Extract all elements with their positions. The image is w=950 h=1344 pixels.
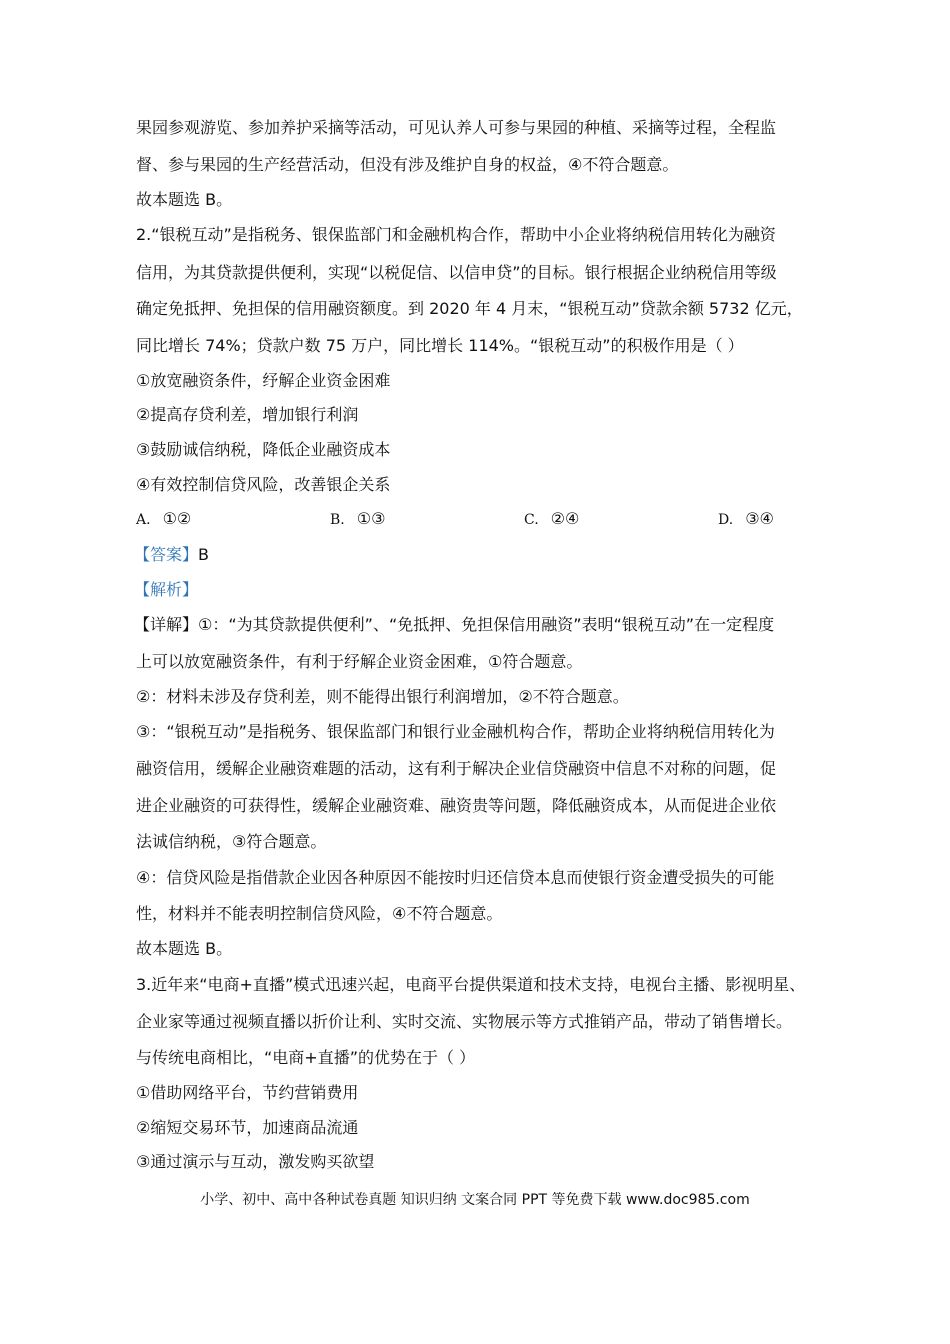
option-text: ②④ xyxy=(550,509,580,528)
detail-line: 故本题选 B。 xyxy=(136,939,233,958)
question-2-line: 2.“银税互动”是指税务、银保监部门和金融机构合作，帮助中小企业将纳税信用转化为融资 xyxy=(136,225,776,244)
detail-label: 【详解】 xyxy=(134,615,199,634)
option-d xyxy=(718,509,774,530)
option-letter: C. xyxy=(524,512,539,528)
question-2-line: 同比增长 74%；贷款户数 75 万户，同比增长 114%。“银税互动”的积极作用是（ ） xyxy=(136,336,744,355)
answer-line xyxy=(134,545,209,565)
analysis-line xyxy=(134,580,198,600)
detail-line: 性，材料并不能表明控制信贷风险，④不符合题意。 xyxy=(136,904,503,923)
question-2-line: 确定免抵押、免担保的信用融资额度。到 2020 年 4 月末，“银税互动”贷款余额 5732 亿元， xyxy=(136,299,803,318)
option-letter: A. xyxy=(136,512,151,528)
option-text: ①② xyxy=(162,509,192,528)
detail-line: ②：材料未涉及存贷利差，则不能得出银行利润增加，②不符合题意。 xyxy=(136,687,629,706)
option-letter: B. xyxy=(330,512,345,528)
answer-label: 【答案】 xyxy=(134,545,199,564)
text-line: 故本题选 B。 xyxy=(136,190,233,209)
question-3-line: 3.近年来“电商+直播”模式迅速兴起，电商平台提供渠道和技术支持，电视台主播、影视明星、 xyxy=(136,975,806,994)
option-letter: D. xyxy=(718,512,734,528)
detail-line: 上可以放宽融资条件，有利于纾解企业资金困难，①符合题意。 xyxy=(136,652,583,671)
analysis-label: 【解析】 xyxy=(134,580,199,599)
detail-line: ③：“银税互动”是指税务、银保监部门和银行业金融机构合作，帮助企业将纳税信用转化为 xyxy=(136,722,775,741)
choice-statement: ④有效控制信贷风险，改善银企关系 xyxy=(136,475,391,494)
option-a xyxy=(136,509,191,530)
question-3-line: 与传统电商相比，“电商+直播”的优势在于（ ） xyxy=(136,1048,476,1067)
question-2-line: 信用，为其贷款提供便利，实现“以税促信、以信申贷”的目标。银行根据企业纳税信用等级 xyxy=(136,263,777,282)
option-c xyxy=(524,509,579,530)
choice-statement: ①放宽融资条件，纾解企业资金困难 xyxy=(136,371,391,390)
choice-statement: ③通过演示与互动，激发购买欲望 xyxy=(136,1152,375,1171)
text-line: 果园参观游览、参加养护采摘等活动，可见认养人可参与果园的种植、采摘等过程，全程监 xyxy=(136,118,777,137)
choice-statement: ②提高存贷利差，增加银行利润 xyxy=(136,405,359,424)
option-text: ③④ xyxy=(745,509,774,528)
detail-line: 进企业融资的可获得性，缓解企业融资难、融资贵等问题，降低融资成本，从而促进企业依 xyxy=(136,796,777,815)
answer-options xyxy=(136,509,816,531)
detail-line: 法诚信纳税，③符合题意。 xyxy=(136,832,327,851)
choice-statement: ③鼓励诚信纳税，降低企业融资成本 xyxy=(136,440,391,459)
page-footer: 小学、初中、高中各种试卷真题 知识归纳 文案合同 PPT 等免费下载 www.doc985.com xyxy=(200,1192,750,1208)
choice-statement: ②缩短交易环节，加速商品流通 xyxy=(136,1118,359,1137)
question-3-line: 企业家等通过视频直播以折价让利、实时交流、实物展示等方式推销产品，带动了销售增长。 xyxy=(136,1012,793,1031)
option-text: ①③ xyxy=(356,509,386,528)
answer-value: B xyxy=(198,545,209,564)
detail-text: ①：“为其贷款提供便利”、“免抵押、免担保信用融资”表明“银税互动”在一定程度 xyxy=(198,615,775,634)
detail-line: 融资信用，缓解企业融资难题的活动，这有利于解决企业信贷融资中信息不对称的问题，促 xyxy=(136,759,777,778)
detail-line xyxy=(134,615,774,635)
detail-line: ④：信贷风险是指借款企业因各种原因不能按时归还信贷本息而使银行资金遭受损失的可能 xyxy=(136,868,775,887)
text-line: 督、参与果园的生产经营活动，但没有涉及维护自身的权益，④不符合题意。 xyxy=(136,155,679,174)
choice-statement: ①借助网络平台，节约营销费用 xyxy=(136,1083,359,1102)
option-b xyxy=(330,509,385,530)
